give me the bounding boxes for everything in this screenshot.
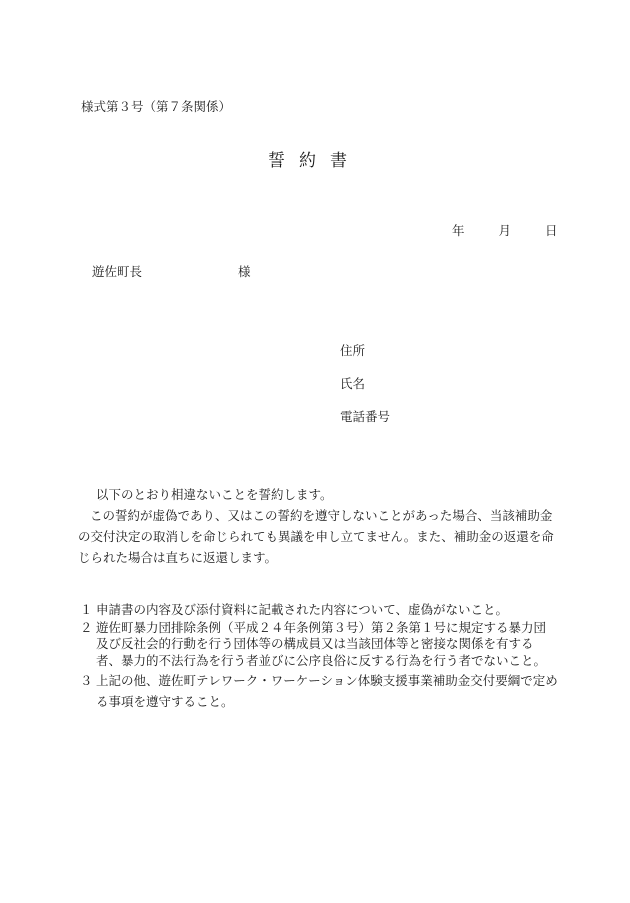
pledge-lead: 以下のとおり相違ないことを誓約します。 xyxy=(96,487,333,502)
pledge-item-number: １ xyxy=(80,602,93,617)
date-line xyxy=(452,221,557,239)
document-title: 誓約書 xyxy=(268,151,361,171)
pledge-item xyxy=(78,670,558,712)
pledge-item xyxy=(78,602,558,619)
pledge-body: この誓約が虚偽であり、又はこの誓約を遵守しないことがあった場合、当該補助金の交付決定の取消しを命じられても異議を申し立てません。また、補助金の返還を命じられた場合は直ちに返還します。 xyxy=(78,508,554,565)
pledge-item-number: ３ xyxy=(80,673,93,688)
pledge-item-text: 遊佐町暴力団排除条例（平成２４年条例第３号）第２条第１号に規定する暴力団及び反社会的行動を行う団体等の構成員又は当該団体等と密接な関係を有する者、暴力的不法行為を行う者並びに公序良俗に反する行為を行う者でないこと。 xyxy=(96,619,547,668)
pledge-item-text: 申請書の内容及び添付資料に記載された内容について、虚偽がないこと。 xyxy=(96,602,509,617)
addressee xyxy=(92,262,251,280)
pledge-item-text: 上記の他、遊佐町テレワーク・ワーケーション体験支援事業補助金交付要綱で定める事項を遵守すること。 xyxy=(96,673,558,709)
addressee-honorific: 様 xyxy=(238,264,251,279)
date-day-label: 日 xyxy=(544,223,558,238)
date-year-label: 年 xyxy=(452,223,465,238)
date-month-label: 月 xyxy=(498,223,511,238)
name-label: 氏名 xyxy=(340,376,366,391)
address-label: 住所 xyxy=(340,343,366,358)
pledge-statement xyxy=(78,484,558,568)
pledge-item-number: ２ xyxy=(80,619,93,635)
form-number: 様式第３号（第７条関係） xyxy=(81,99,232,114)
pledge-items xyxy=(78,602,558,713)
pledge-item xyxy=(78,620,558,670)
phone-label: 電話番号 xyxy=(340,409,391,424)
addressee-name: 遊佐町長 xyxy=(92,264,143,279)
